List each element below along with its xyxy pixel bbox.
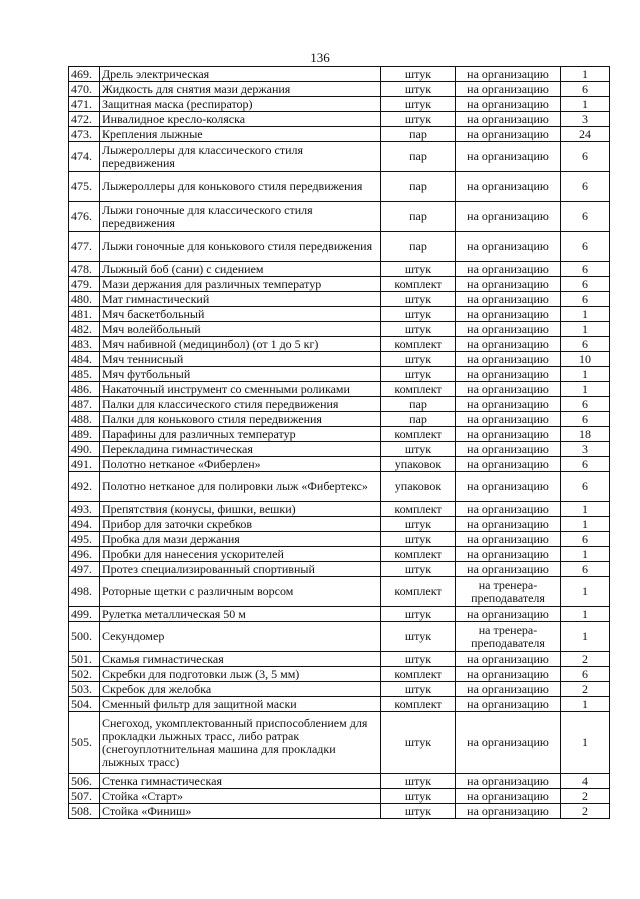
item-name: Парафины для различных температур <box>100 427 381 442</box>
item-scope: на организацию <box>456 382 561 397</box>
item-scope: на организацию <box>456 112 561 127</box>
item-unit: штук <box>381 112 456 127</box>
item-number: 489. <box>69 427 100 442</box>
item-unit: упаковок <box>381 472 456 502</box>
item-quantity: 6 <box>561 292 610 307</box>
item-unit: штук <box>381 322 456 337</box>
table-row <box>69 412 610 427</box>
item-number: 470. <box>69 82 100 97</box>
item-unit: штук <box>381 97 456 112</box>
item-quantity: 1 <box>561 547 610 562</box>
item-scope: на организацию <box>456 502 561 517</box>
item-quantity: 1 <box>561 97 610 112</box>
item-unit: упаковок <box>381 457 456 472</box>
item-scope: на организацию <box>456 352 561 367</box>
table-row <box>69 774 610 789</box>
item-unit: штук <box>381 682 456 697</box>
table-row <box>69 532 610 547</box>
table-row <box>69 457 610 472</box>
item-quantity: 6 <box>561 142 610 172</box>
item-unit: штук <box>381 652 456 667</box>
item-scope: на организацию <box>456 427 561 442</box>
item-number: 506. <box>69 774 100 789</box>
item-number: 505. <box>69 712 100 774</box>
item-name: Лыжи гоночные для конькового стиля передвижения <box>100 232 381 262</box>
item-number: 496. <box>69 547 100 562</box>
item-unit: штук <box>381 804 456 819</box>
item-scope: на организацию <box>456 667 561 682</box>
item-scope: на организацию <box>456 697 561 712</box>
item-scope: на организацию <box>456 232 561 262</box>
item-scope: на организацию <box>456 562 561 577</box>
item-number: 485. <box>69 367 100 382</box>
item-scope: на организацию <box>456 397 561 412</box>
table-row <box>69 67 610 82</box>
item-name: Мяч теннисный <box>100 352 381 367</box>
item-quantity: 2 <box>561 652 610 667</box>
item-unit: штук <box>381 517 456 532</box>
item-scope: на организацию <box>456 517 561 532</box>
item-quantity: 1 <box>561 502 610 517</box>
table-row <box>69 172 610 202</box>
item-number: 469. <box>69 67 100 82</box>
item-number: 494. <box>69 517 100 532</box>
item-scope: на организацию <box>456 412 561 427</box>
item-quantity: 6 <box>561 202 610 232</box>
item-unit: комплект <box>381 697 456 712</box>
item-name: Лыжероллеры для классического стиля передвижения <box>100 142 381 172</box>
item-name: Мази держания для различных температур <box>100 277 381 292</box>
item-number: 477. <box>69 232 100 262</box>
table-row <box>69 804 610 819</box>
item-quantity: 1 <box>561 367 610 382</box>
item-name: Мяч баскетбольный <box>100 307 381 322</box>
item-number: 490. <box>69 442 100 457</box>
item-unit: штук <box>381 712 456 774</box>
item-name: Роторные щетки с различным ворсом <box>100 577 381 607</box>
item-quantity: 6 <box>561 457 610 472</box>
item-unit: штук <box>381 67 456 82</box>
item-number: 492. <box>69 472 100 502</box>
item-scope: на организацию <box>456 322 561 337</box>
item-name: Стенка гимнастическая <box>100 774 381 789</box>
item-unit: комплект <box>381 547 456 562</box>
item-scope: на организацию <box>456 457 561 472</box>
item-name: Защитная маска (респиратор) <box>100 97 381 112</box>
table-row <box>69 667 610 682</box>
item-quantity: 6 <box>561 337 610 352</box>
item-scope: на организацию <box>456 532 561 547</box>
item-number: 474. <box>69 142 100 172</box>
table-row <box>69 427 610 442</box>
table-row <box>69 577 610 607</box>
item-quantity: 24 <box>561 127 610 142</box>
item-unit: штук <box>381 352 456 367</box>
item-scope: на организацию <box>456 142 561 172</box>
item-scope: на организацию <box>456 97 561 112</box>
page-number: 136 <box>310 50 330 65</box>
item-number: 488. <box>69 412 100 427</box>
table-row <box>69 322 610 337</box>
item-unit: штук <box>381 774 456 789</box>
item-number: 504. <box>69 697 100 712</box>
item-quantity: 2 <box>561 682 610 697</box>
table-row <box>69 562 610 577</box>
table-row <box>69 682 610 697</box>
item-number: 471. <box>69 97 100 112</box>
item-quantity: 18 <box>561 427 610 442</box>
item-number: 499. <box>69 607 100 622</box>
item-name: Лыжероллеры для конькового стиля передвижения <box>100 172 381 202</box>
table-row <box>69 712 610 774</box>
item-scope: на организацию <box>456 202 561 232</box>
table-row <box>69 697 610 712</box>
item-scope: на организацию <box>456 472 561 502</box>
item-scope: на тренера-преподавателя <box>456 577 561 607</box>
item-number: 508. <box>69 804 100 819</box>
item-scope: на организацию <box>456 127 561 142</box>
item-quantity: 4 <box>561 774 610 789</box>
item-name: Скребки для подготовки лыж (3, 5 мм) <box>100 667 381 682</box>
item-name: Перекладина гимнастическая <box>100 442 381 457</box>
item-name: Пробка для мази держания <box>100 532 381 547</box>
item-name: Стойка «Старт» <box>100 789 381 804</box>
item-number: 473. <box>69 127 100 142</box>
item-scope: на организацию <box>456 307 561 322</box>
item-name: Полотно нетканое «Фиберлен» <box>100 457 381 472</box>
item-scope: на организацию <box>456 712 561 774</box>
item-number: 478. <box>69 262 100 277</box>
item-unit: комплект <box>381 577 456 607</box>
item-scope: на организацию <box>456 172 561 202</box>
item-number: 475. <box>69 172 100 202</box>
item-name: Скребок для желобка <box>100 682 381 697</box>
item-quantity: 6 <box>561 277 610 292</box>
item-quantity: 1 <box>561 712 610 774</box>
item-scope: на организацию <box>456 442 561 457</box>
item-quantity: 1 <box>561 622 610 652</box>
item-unit: комплект <box>381 667 456 682</box>
table-row <box>69 382 610 397</box>
item-quantity: 6 <box>561 412 610 427</box>
table-row <box>69 277 610 292</box>
table-row <box>69 472 610 502</box>
item-name: Прибор для заточки скребков <box>100 517 381 532</box>
item-number: 507. <box>69 789 100 804</box>
table-row <box>69 262 610 277</box>
item-quantity: 6 <box>561 82 610 97</box>
item-scope: на организацию <box>456 277 561 292</box>
table-row <box>69 82 610 97</box>
item-quantity: 2 <box>561 804 610 819</box>
table-row <box>69 547 610 562</box>
table-row <box>69 202 610 232</box>
item-quantity: 6 <box>561 667 610 682</box>
item-scope: на организацию <box>456 67 561 82</box>
item-unit: пар <box>381 172 456 202</box>
item-quantity: 1 <box>561 697 610 712</box>
table-row <box>69 652 610 667</box>
item-scope: на организацию <box>456 337 561 352</box>
item-quantity: 1 <box>561 67 610 82</box>
item-quantity: 3 <box>561 112 610 127</box>
table-row <box>69 142 610 172</box>
item-number: 497. <box>69 562 100 577</box>
table-row <box>69 397 610 412</box>
table-row <box>69 789 610 804</box>
item-unit: штук <box>381 292 456 307</box>
item-number: 479. <box>69 277 100 292</box>
item-unit: штук <box>381 562 456 577</box>
item-number: 481. <box>69 307 100 322</box>
item-number: 483. <box>69 337 100 352</box>
item-quantity: 6 <box>561 562 610 577</box>
item-name: Мат гимнастический <box>100 292 381 307</box>
table-row <box>69 292 610 307</box>
item-name: Секундомер <box>100 622 381 652</box>
item-name: Палки для классического стиля передвижения <box>100 397 381 412</box>
item-number: 486. <box>69 382 100 397</box>
item-quantity: 6 <box>561 397 610 412</box>
item-unit: штук <box>381 262 456 277</box>
item-scope: на организацию <box>456 292 561 307</box>
item-name: Накаточный инструмент со сменными роликами <box>100 382 381 397</box>
item-number: 491. <box>69 457 100 472</box>
item-quantity: 10 <box>561 352 610 367</box>
item-name: Протез специализированный спортивный <box>100 562 381 577</box>
table-row <box>69 97 610 112</box>
table-row <box>69 112 610 127</box>
item-number: 503. <box>69 682 100 697</box>
item-name: Скамья гимнастическая <box>100 652 381 667</box>
item-scope: на организацию <box>456 789 561 804</box>
equipment-table <box>68 66 610 819</box>
item-unit: комплект <box>381 337 456 352</box>
item-unit: комплект <box>381 277 456 292</box>
item-unit: пар <box>381 397 456 412</box>
item-name: Мяч футбольный <box>100 367 381 382</box>
item-name: Лыжи гоночные для классического стиля передвижения <box>100 202 381 232</box>
item-quantity: 1 <box>561 322 610 337</box>
item-name: Жидкость для снятия мази держания <box>100 82 381 97</box>
item-number: 498. <box>69 577 100 607</box>
table-row <box>69 127 610 142</box>
equipment-table-body <box>69 67 610 819</box>
item-name: Препятствия (конусы, фишки, вешки) <box>100 502 381 517</box>
item-scope: на организацию <box>456 804 561 819</box>
item-unit: пар <box>381 202 456 232</box>
table-row <box>69 352 610 367</box>
table-row <box>69 517 610 532</box>
table-row <box>69 607 610 622</box>
item-quantity: 6 <box>561 232 610 262</box>
item-scope: на организацию <box>456 607 561 622</box>
item-name: Мяч волейбольный <box>100 322 381 337</box>
table-row <box>69 622 610 652</box>
item-unit: штук <box>381 607 456 622</box>
item-unit: штук <box>381 307 456 322</box>
item-quantity: 6 <box>561 262 610 277</box>
item-quantity: 1 <box>561 517 610 532</box>
item-name: Рулетка металлическая 50 м <box>100 607 381 622</box>
item-scope: на организацию <box>456 774 561 789</box>
item-name: Крепления лыжные <box>100 127 381 142</box>
item-quantity: 1 <box>561 577 610 607</box>
item-name: Стойка «Финиш» <box>100 804 381 819</box>
item-number: 487. <box>69 397 100 412</box>
item-scope: на организацию <box>456 262 561 277</box>
item-quantity: 6 <box>561 472 610 502</box>
item-name: Снегоход, укомплектованный приспособлением для прокладки лыжных трасс, либо ратрак (снегоуплотнительная машина для прокладки лыжных трасс) <box>100 712 381 774</box>
item-unit: пар <box>381 142 456 172</box>
item-name: Палки для конькового стиля передвижения <box>100 412 381 427</box>
item-quantity: 2 <box>561 789 610 804</box>
item-number: 482. <box>69 322 100 337</box>
table-row <box>69 307 610 322</box>
item-unit: комплект <box>381 502 456 517</box>
item-unit: штук <box>381 622 456 652</box>
item-name: Пробки для нанесения ускорителей <box>100 547 381 562</box>
item-scope: на организацию <box>456 652 561 667</box>
table-row <box>69 232 610 262</box>
item-name: Инвалидное кресло-коляска <box>100 112 381 127</box>
table-row <box>69 337 610 352</box>
item-unit: пар <box>381 412 456 427</box>
item-scope: на тренера-преподавателя <box>456 622 561 652</box>
item-number: 484. <box>69 352 100 367</box>
item-unit: штук <box>381 82 456 97</box>
item-quantity: 1 <box>561 382 610 397</box>
item-scope: на организацию <box>456 82 561 97</box>
table-row <box>69 502 610 517</box>
item-quantity: 1 <box>561 607 610 622</box>
item-name: Мяч набивной (медицинбол) (от 1 до 5 кг) <box>100 337 381 352</box>
item-scope: на организацию <box>456 682 561 697</box>
item-unit: штук <box>381 367 456 382</box>
item-name: Лыжный боб (сани) с сидением <box>100 262 381 277</box>
item-quantity: 6 <box>561 172 610 202</box>
item-quantity: 1 <box>561 307 610 322</box>
item-unit: штук <box>381 532 456 547</box>
item-number: 472. <box>69 112 100 127</box>
item-name: Сменный фильтр для защитной маски <box>100 697 381 712</box>
item-unit: штук <box>381 789 456 804</box>
item-unit: пар <box>381 127 456 142</box>
item-number: 502. <box>69 667 100 682</box>
item-unit: комплект <box>381 382 456 397</box>
item-scope: на организацию <box>456 547 561 562</box>
item-number: 493. <box>69 502 100 517</box>
item-unit: штук <box>381 442 456 457</box>
item-number: 476. <box>69 202 100 232</box>
table-row <box>69 442 610 457</box>
item-quantity: 6 <box>561 532 610 547</box>
item-scope: на организацию <box>456 367 561 382</box>
item-name: Полотно нетканое для полировки лыж «Фибертекс» <box>100 472 381 502</box>
item-name: Дрель электрическая <box>100 67 381 82</box>
item-number: 480. <box>69 292 100 307</box>
item-unit: пар <box>381 232 456 262</box>
item-number: 495. <box>69 532 100 547</box>
item-unit: комплект <box>381 427 456 442</box>
item-number: 500. <box>69 622 100 652</box>
item-number: 501. <box>69 652 100 667</box>
table-row <box>69 367 610 382</box>
item-quantity: 3 <box>561 442 610 457</box>
